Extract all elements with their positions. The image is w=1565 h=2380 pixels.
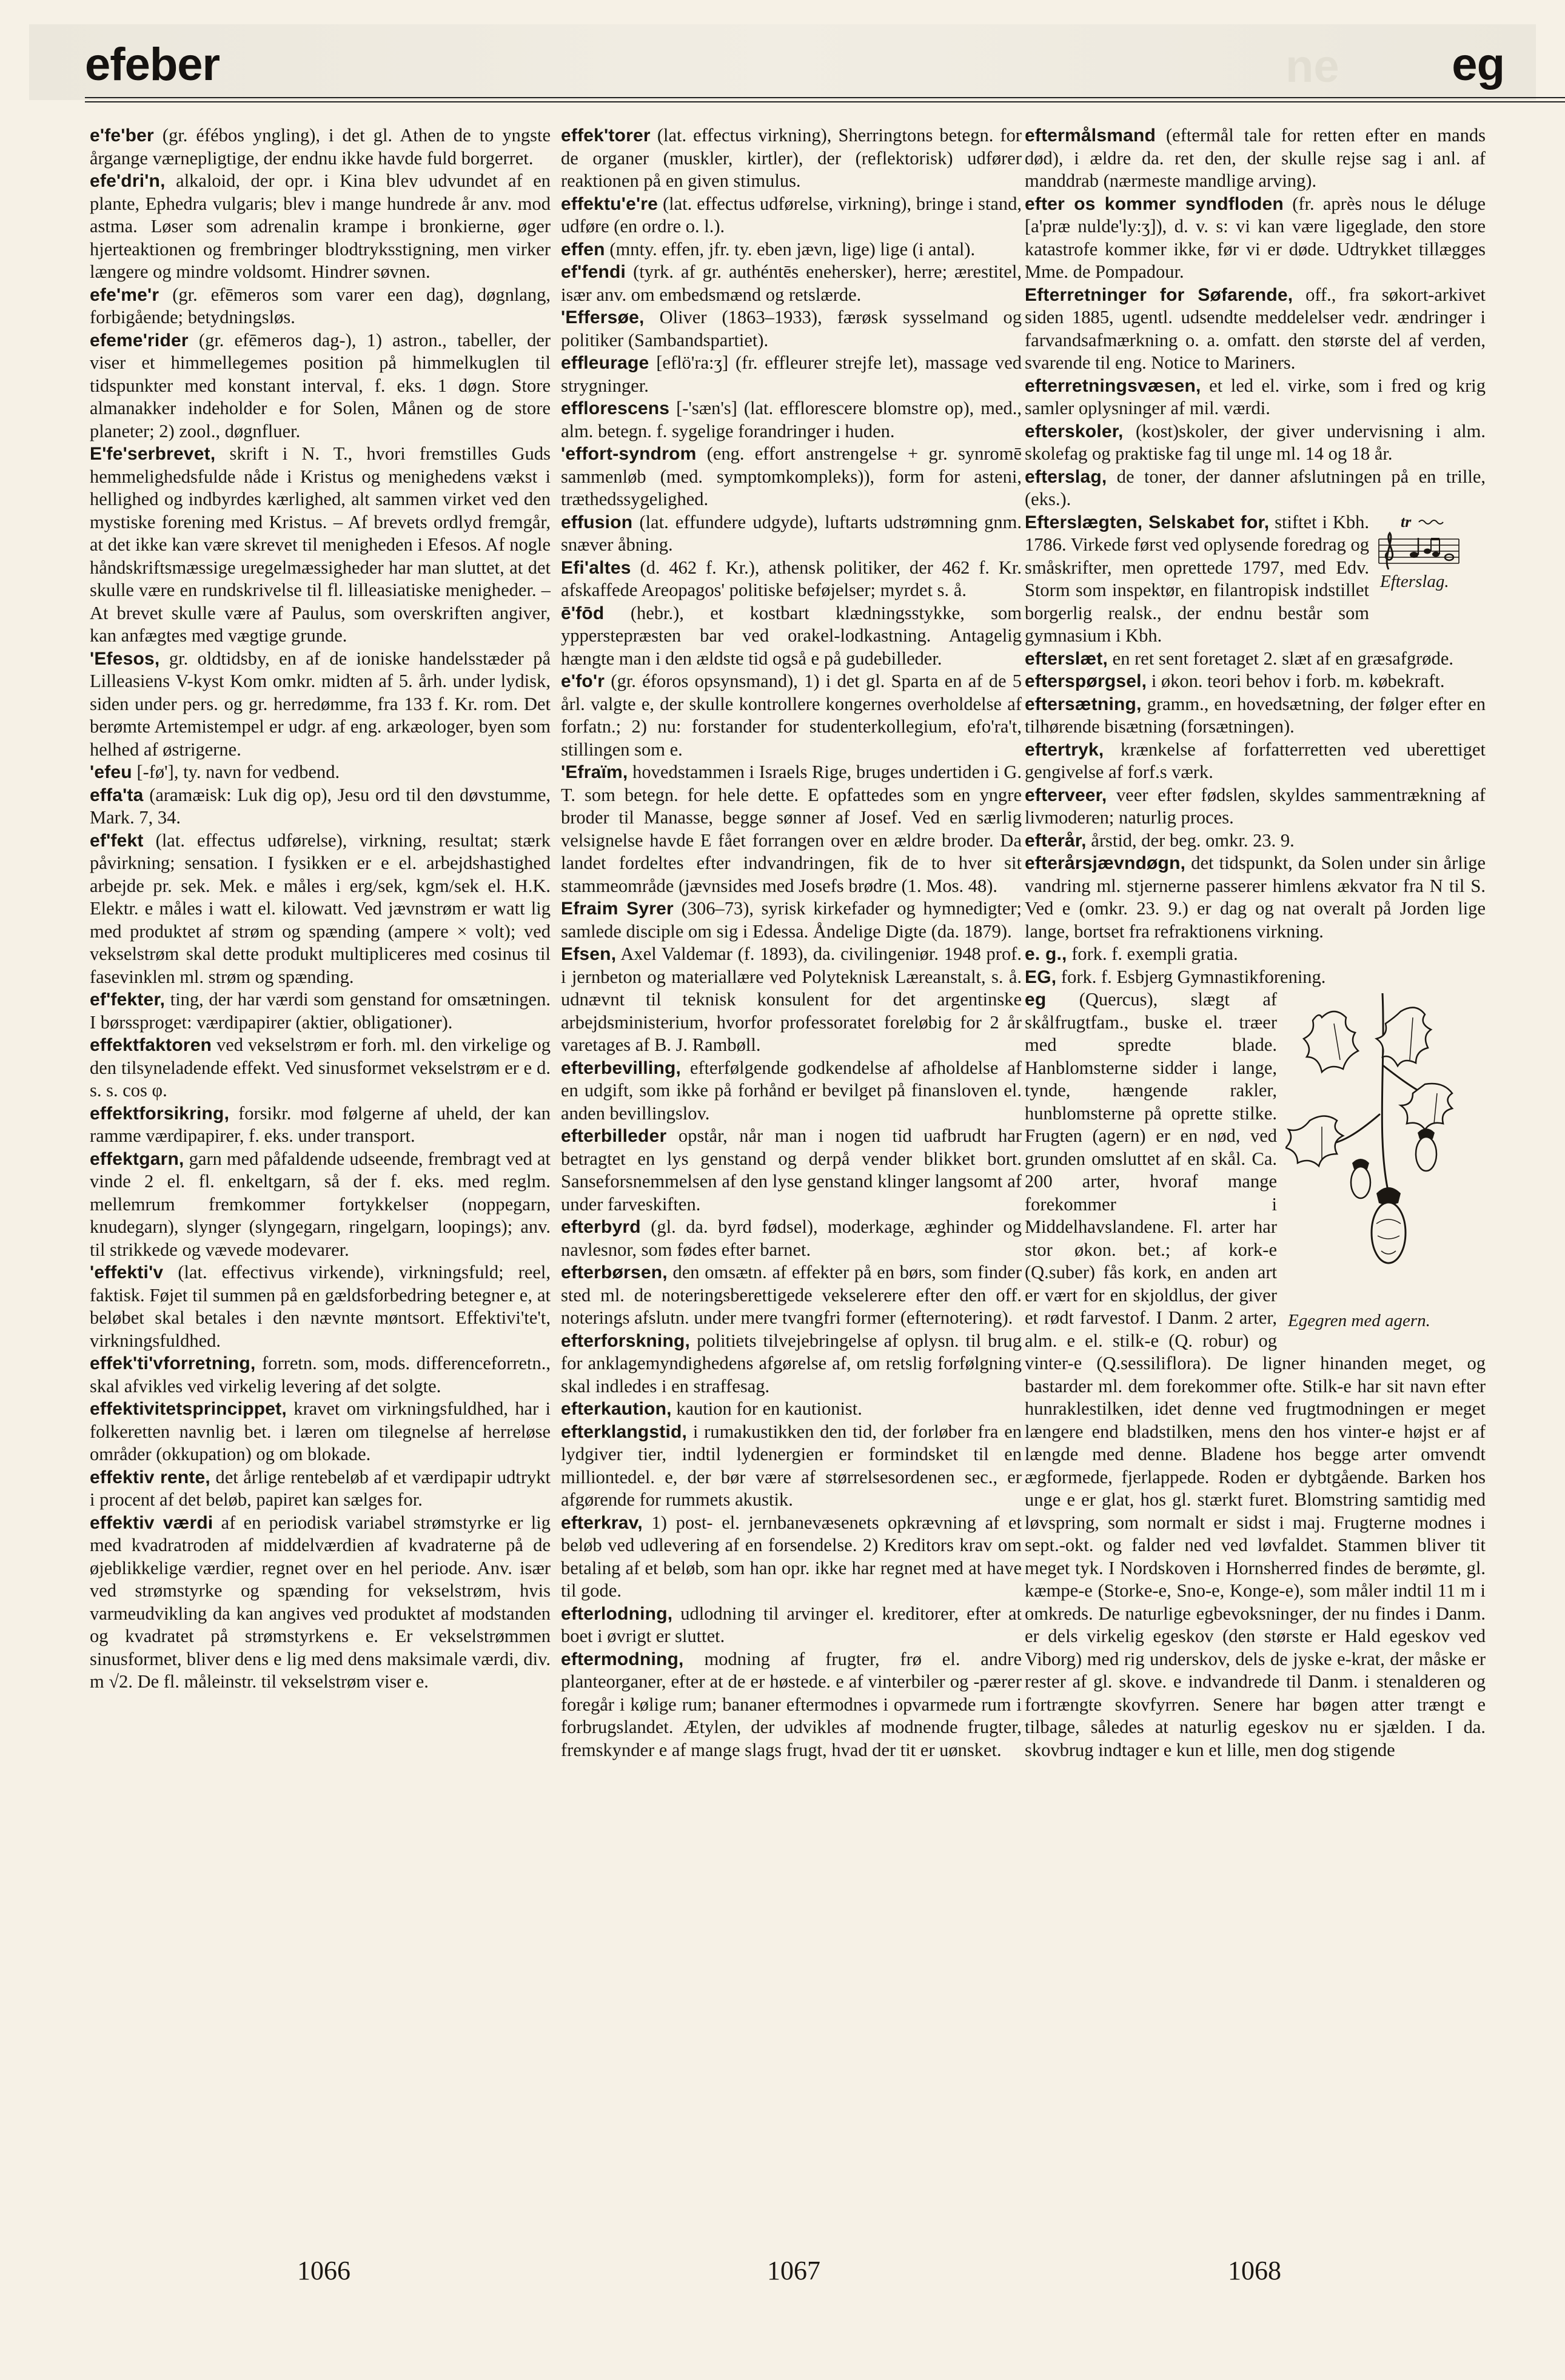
entry-definition: kravet om virkningsfuldhed, har i folkeretten navnlig bet. i læren om tilegnelse af herreløse områder (okkupation) og om blokade. <box>90 1398 551 1464</box>
entry-headword: Efi'altes <box>561 557 631 578</box>
entry-definition: Axel Valdemar (f. 1893), da. civilingeniør. 1948 prof. i jernbeton og materiallære ved Polyteknisk Læreanstalt, s. å. udnævnt til teknisk konsulent for det argentinske arbejdsministerium, hvorfor professoratet foreløbig for 2 år varetages af B. J. Rambøll. <box>561 944 1022 1055</box>
entry-headword: effektiv rente, <box>90 1467 210 1487</box>
entry-definition: (eng. effort anstrengelse + gr. synromē sammenløb (med. symptomkompleks)), form for asteni, træthedssygelighed. <box>561 443 1022 509</box>
entry-headword: efterveer, <box>1025 785 1107 805</box>
dictionary-entry <box>561 124 1022 193</box>
entry-definition: (gr. efēmeros dag-), 1) astron., tabeller, der viser et himmellegemes position på himmelkuglen til tidspunkter med konstant interval, f. eks. 1 døgn. Store almanakker indeholder e for Solen, Månen og de store planeter; 2) zool., døgnfluer. <box>90 329 551 441</box>
column-3 <box>1025 124 1486 2234</box>
dictionary-entry <box>1025 784 1486 830</box>
entry-headword: efterslæt, <box>1025 648 1108 669</box>
dictionary-entry <box>561 1648 1022 1762</box>
dictionary-entry <box>561 352 1022 397</box>
dictionary-entry <box>561 1125 1022 1216</box>
entry-definition: alkaloid, der opr. i Kina blev udvundet af en plante, Ephedra vulgaris; blev i mange hundrede år anv. mod astma. Løser som adrenalin krampe i bronkierne, øger hjerteaktionen og frembringer blodtryksstigning, men virker længere og mindre voldsomt. Hindrer søvnen. <box>90 170 551 282</box>
entry-definition: (gr. efēmeros som varer een dag), døgnlang, forbigående; betydningsløs. <box>90 284 551 327</box>
page-number-middle: 1067 <box>767 2256 820 2285</box>
dictionary-entry <box>561 1216 1022 1261</box>
entry-definition: (lat. effectus virkning), Sherringtons betegn. for de organer (muskler, kirtler), der (reflektorisk) udfører reaktionen på en given stimulus. <box>561 125 1022 191</box>
entry-definition: (Quercus), slægt af skålfrugtfam., buske el. træer med spredte blade. Hanblomsterne sidder i lange, tynde, hængende rakler, hunblomsterne på oprette stilke. Frugten (agern) er en nød, ved grunden omsluttet af en skål. Ca. 200 arter, hvoraf mange forekommer i Middelhavslandene. Fl. arter har stor økon. bet.; af kork-e (Q.suber) fås kork, en anden art er vært for en skjoldlus, der giver et rødt farvestof. I Danm. 2 arter, alm. e el. stilk-e (Q. robur) og vinter-e (Q.sessiliflora). De ligner hinanden meget, og bastarder ml. dem forekommer ofte. Stilk-e har sit navn efter hunraklestilken, idet denne ved frugtmodningen er meget længere end bladstilken, mens den hos vinter-e højst er af længde med denne. Bladene hos begge arter omvendt ægformede, fjerlappede. Roden er dybtgående. Barken hos unge e er glat, hos gl. stærkt furet. Blomstring samtidig med løvspring, som normalt er sidst i maj. Frugterne modnes i sept.-okt. og falder ned ved løvfaldet. Stammen bliver tit meget tyk. I Nordskoven i Hornsherred findes de berømte, gl. kæmpe-e (Storke-e, Sno-e, Konge-e), som måler indtil 11 m i omkreds. De naturlige egbevoksninger, der nu findes i Danm. er dels virkelig egeskov (den største er Hald egeskov ved Viborg) med rig underskov, dels de jyske e-krat, der måske er rester af gl. skove. e indvandrede til Danm. i stenalderen og fortrængte skovfyrren. Senere har bøgen atter trængt e tilbage, således at naturlig egeskov nu er sjælden. I da. skovbrug indtager e kun et lille, men dog stigende <box>1025 989 1486 1760</box>
entry-headword: effektiv værdi <box>90 1512 213 1533</box>
header-rule-top <box>85 97 1565 98</box>
page-number-right: 1068 <box>1228 2256 1281 2285</box>
entry-definition: opstår, når man i nogen tid uafbrudt har betragtet en lys genstand og derpå vender blikket bort. Sanseforsnemmelsen af den lyse genstand klinger langsomt af under farveskiften. <box>561 1125 1022 1215</box>
entry-definition: forsikr. mod følgerne af uheld, der kan ramme værdipapirer, f. eks. under transport. <box>90 1102 551 1146</box>
dictionary-entry <box>561 443 1022 511</box>
column-1 <box>90 124 551 2234</box>
entry-headword: 'Effersøe, <box>561 307 645 327</box>
entry-definition: (gr. éforos opsynsmand), 1) i det gl. Sparta en af de 5 årl. valgte e, der skulle kontrollere kongernes overholdelse af forfatn.; 2) nu: forstander for studenterkollegium, efo'ra't, stillingen som e. <box>561 671 1022 760</box>
dictionary-entry <box>561 557 1022 602</box>
dictionary-entry <box>90 1034 551 1102</box>
entry-definition: (d. 462 f. Kr.), athensk politiker, der 462 f. Kr. afskaffede Areopagos' politiske beføjelser; myrdet s. å. <box>561 557 1022 600</box>
dictionary-entry <box>1025 193 1486 284</box>
entry-definition: af en periodisk variabel strømstyrke er lig med kvadratroden af middelværdien af kvadraterne på de øjeblikkelige værdier, regnet over en hel periode. Anv. især ved strømstyrke og spænding for vekselstrøm, hvis varmeudvikling da kan angives ved produktet af modstanden og kvadratet på strømstyrkens e. Er vekselstrømmen sinusformet, bliver dens e lig med dens maksimale værdi, div. m √2. De fl. måleinstr. til vekselstrøm viser e. <box>90 1512 551 1692</box>
entry-definition: efterfølgende godkendelse af afholdelse af en udgift, som ikke på forhånd er bevilget på finansloven el. anden bevillingslov. <box>561 1057 1022 1124</box>
entry-headword: effleurage <box>561 353 649 373</box>
entry-definition: en ret sent foretaget 2. slæt af en græsafgrøde. <box>1112 648 1454 669</box>
dictionary-entry <box>561 511 1022 557</box>
entry-headword: efterspørgsel, <box>1025 671 1147 691</box>
dictionary-entry <box>90 284 551 329</box>
dictionary-entry <box>1025 739 1486 784</box>
entry-headword: efterforskning, <box>561 1330 691 1351</box>
entry-definition: forretn. som, mods. differenceforretn., skal afvikles ved virkelig levering af det solgte. <box>90 1353 551 1396</box>
dictionary-entry <box>561 1512 1022 1603</box>
dictionary-entry <box>1025 420 1486 466</box>
dictionary-entry <box>561 306 1022 352</box>
entry-definition: skrift i N. T., hvori fremstilles Guds hemmelighedsfulde nåde i Kristus og menighedens vækst i hellighed og indbyrdes kærlighed, alt sammen virket ved den mystiske forening med Kristus. – Af brevets ordlyd fremgår, at det ikke kan være skrevet til menigheden i Efesos. Af nogle håndskriftsmæssige uregelmæssigheder har man sluttet, at det skulle være en rundskrivelse til fl. lilleasiatiske menigheder. – At brevet skulle være af Paulus, som overskriften angiver, kan anfægtes med vægtige grunde. <box>90 443 551 646</box>
entry-headword: E'fe'serbrevet, <box>90 444 216 464</box>
entry-headword: effen <box>561 239 605 260</box>
entry-definition: i rumakustikken den tid, der forløber fra en lydgiver tier, indtil lydenergien er formindsket til en milliontedel. e, der bør være af størrelsesordenen sec., er afgørende for rummets akustik. <box>561 1421 1022 1510</box>
entry-definition: garn med påfaldende udseende, frembragt ved at vinde 2 el. fl. enkeltgarn, så der f. eks. med reglm. mellemrum fremkommer fortykkelser (noppegarn, knudegarn), slynger (slyngegarn, ringelgarn, loopings); anv. til strikkede og vævede modevarer. <box>90 1148 551 1260</box>
entry-headword: 'efeu <box>90 762 132 782</box>
entry-headword: efeme'rider <box>90 330 189 350</box>
entry-definition: [-'sæn's] (lat. efflorescere blomstre op), med., alm. betegn. f. sygelige forandringer i huden. <box>561 398 1022 441</box>
dictionary-entry <box>561 1330 1022 1398</box>
entry-definition: fork. f. exempli gratia. <box>1071 944 1238 964</box>
entry-definition: hovedstammen i Israels Rige, bruges undertiden i G. T. som betegn. for hele dette. E opfattedes som en yngre broder til Manasse, begge sønner af Josef. Ved en særlig velsignelse havde E fået forrangen over en ældre broder. Da landet fordeltes efter indvandringen, fik de to hver sit stammeområde (jævnsides med Josefs brødre (1. Mos. 48). <box>561 762 1022 896</box>
entry-headword: ef'fekter, <box>90 990 166 1010</box>
entry-headword: efflorescens <box>561 398 670 418</box>
entry-headword: 'effekti'v <box>90 1262 164 1282</box>
entry-definition: i økon. teori behov i forb. m. købekraft. <box>1151 671 1445 691</box>
running-head-left: efeber <box>85 39 220 90</box>
dictionary-entry <box>1025 693 1486 739</box>
entry-definition: (hebr.), et kostbart klædningsstykke, som ypperstepræsten bar ved orakel-lodkastning. Antagelig hængte man i den ældste tid også e på gudebilleder. <box>561 602 1022 669</box>
entry-definition: off., fra søkort-arkivet siden 1885, ugentl. udsendte meddelelser vedr. ændringer i farvandsafmærkning o. a. omfatt. den største del af verden, svarende til eng. Notice to Mariners. <box>1025 284 1486 373</box>
dictionary-entry <box>561 1261 1022 1330</box>
entry-definition: (aramæisk: Luk dig op), Jesu ord til den døvstumme, Mark. 7, 34. <box>90 784 551 828</box>
entry-headword: eftermålsmand <box>1025 126 1156 146</box>
entry-definition: kaution for en kautionist. <box>676 1398 862 1419</box>
entry-definition: (306–73), syrisk kirkefader og hymnedigter; samlede disciple om sig i Edessa. Åndelige Digte (da. 1879). <box>561 898 1022 942</box>
entry-headword: eftermodning, <box>561 1649 684 1669</box>
dictionary-entry <box>561 897 1022 943</box>
entry-definition: (tyrk. af gr. authéntēs enehersker), herre; ærestitel, især anv. om embedsmænd og retslærde. <box>561 261 1022 305</box>
dictionary-entry <box>1025 466 1486 511</box>
entry-headword: efterårsjævndøgn, <box>1025 853 1186 873</box>
entry-headword: efe'me'r <box>90 284 159 305</box>
entry-headword: efterlodning, <box>561 1603 673 1624</box>
bleed-through-text: ne <box>1285 41 1339 92</box>
dictionary-entry <box>1025 648 1486 671</box>
dictionary-entry <box>561 602 1022 671</box>
entry-headword: ē'fōd <box>561 603 605 623</box>
dictionary-entry <box>1025 830 1486 853</box>
entry-definition: årstid, der beg. omkr. 23. 9. <box>1091 830 1295 851</box>
entry-definition: stiftet i Kbh. 1786. Virkede først ved oplysende foredrag og småskrifter, men oprettede 1797, med Edv. Storm som inspektør, en filantropisk indstillet borgerlig realsk., der endnu består som gymnasium i Kbh. <box>1025 511 1369 646</box>
entry-definition: (lat. effectus udførelse), virkning, resultat; stærk påvirkning; sensation. I fysikken er e el. arbejdshastighed arbejde pr. sek. Mek. e måles i erg/sek, kgm/sek el. H.K. Elektr. e måles i watt el. kilowatt. Ved jævnstrøm er watt lig med produktet af strøm og spænding (ampere × volt); ved vekselstrøm skal dette produkt multipliceres med cosinus til fasevinklen ml. strøm og spænding. <box>90 830 551 987</box>
dictionary-entry <box>90 1466 551 1512</box>
entry-headword: efe'dri'n, <box>90 171 166 191</box>
entry-definition: gramm., en hovedsætning, der følger efter en tilhørende bisætning (forsætningen). <box>1025 693 1486 737</box>
entry-definition: gr. oldtidsby, en af de ioniske handelsstæder på Lilleasiens V-kyst Kom omkr. midten af 5. årh. under lydisk, siden under pers. og gr. herredømme, fra 133 f. Kr. rom. Det berømte Artemistempel er udgr. af eng. arkæologer, byen som helhed af østrigerne. <box>90 648 551 760</box>
entry-definition: de toner, der danner afslutningen på en trille, (eks.). <box>1025 466 1486 509</box>
entry-headword: e'fe'ber <box>90 126 154 146</box>
dictionary-entry <box>561 761 1022 897</box>
entry-definition: et led el. virke, som i fred og krig samler oplysninger af mil. værdi. <box>1025 375 1486 418</box>
dictionary-entry <box>90 443 551 648</box>
dictionary-entry <box>1025 966 1486 989</box>
entry-headword: efterkrav, <box>561 1512 643 1533</box>
dictionary-entry <box>90 170 551 284</box>
dictionary-entry <box>90 329 551 443</box>
entry-definition: (fr. après nous le déluge [a'præ nulde'ly:ʒ]), d. v. s: vi kan være ligeglade, den store katastrofe kommer ikke, før vi er døde. Udtrykket tillægges Mme. de Pompadour. <box>1025 193 1486 282</box>
dictionary-entry <box>90 784 551 830</box>
music-figure <box>1376 515 1486 606</box>
dictionary-entry <box>90 1148 551 1262</box>
entry-definition: (lat. effundere udgyde), luftarts udstrømning gnm. snæver åbning. <box>561 511 1022 555</box>
entry-headword: efterbevilling, <box>561 1058 682 1078</box>
entry-definition: (eftermål tale for retten efter en mands død), i ældre da. ret den, der skulle rejse sag i anl. af manddrab (nærmeste mandlige arving). <box>1025 125 1486 191</box>
entry-definition: veer efter fødslen, skyldes sammentrækning af livmoderen; naturlig proces. <box>1025 784 1486 828</box>
dictionary-entry <box>90 1261 551 1352</box>
svg-text:tr: tr <box>1401 514 1412 531</box>
entry-definition: det årlige rentebeløb af et værdipapir udtrykt i procent af det beløb, papiret kan sælges for. <box>90 1466 551 1510</box>
entry-definition: krænkelse af forfatterretten ved uberettiget gengivelse af forf.s værk. <box>1025 739 1486 782</box>
entry-definition: modning af frugter, frø el. andre planteorganer, efter at de er høstede. e af vinterbiler og -pærer foregår i kølige rum; bananer eftermodnes i opvarmede rum i forbrugslandet. Ætylen, der udvikles af modnende frugter, fremskynder e af mange slags frugt, hvad der tit er uønsket. <box>561 1648 1022 1760</box>
entry-headword: ef'fendi <box>561 262 626 282</box>
entry-headword: Efraim Syrer <box>561 899 674 919</box>
entry-headword: efterår, <box>1025 830 1087 851</box>
entry-definition: politiets tilvejebringelse af oplysn. til brug for anklagemyndighedens afgørelse af, om retslig forfølgning skal indledes i en straffesag. <box>561 1330 1022 1396</box>
oak-branch-icon <box>1285 993 1486 1309</box>
dictionary-entry <box>561 238 1022 261</box>
entry-headword: e'fo'r <box>561 671 605 691</box>
entry-definition: (kost)skoler, der giver undervisning i alm. skolefag og praktiske fag til unge ml. 14 og 18 år. <box>1025 420 1486 464</box>
dictionary-entry <box>1025 375 1486 420</box>
entry-headword: efterbørsen, <box>561 1262 668 1282</box>
entry-definition: det tidspunkt, da Solen under sin årlige vandring ml. stjernerne passerer himlens ækvator fra N til S. Ved e (omkr. 23. 9.) er dag og nat overalt på Jorden lige lange, bortset fra refraktionens virkning. <box>1025 853 1486 942</box>
entry-headword: efterbyrd <box>561 1217 641 1237</box>
dictionary-entry <box>561 1603 1022 1648</box>
entry-headword: efterklangstid, <box>561 1421 688 1442</box>
dictionary-entry <box>90 1512 551 1694</box>
entry-definition: ting, der har værdi som genstand for omsætningen. I børssproget: værdipapirer (aktier, obligationer). <box>90 989 551 1033</box>
dictionary-entry <box>561 943 1022 1057</box>
dictionary-entry <box>1025 943 1486 966</box>
entry-headword: effektgarn, <box>90 1148 184 1169</box>
dictionary-entry <box>1025 852 1486 943</box>
entry-headword: effek'ti'vforretning, <box>90 1353 256 1373</box>
entry-headword: Efterretninger for Søfarende, <box>1025 284 1293 305</box>
dictionary-entry <box>1025 284 1486 375</box>
oak-caption: Egegren med agern. <box>1288 1311 1430 1330</box>
entry-headword: effektu'e're <box>561 193 659 214</box>
entry-headword: effusion <box>561 512 633 532</box>
entry-headword: effa'ta <box>90 785 144 805</box>
entry-definition: (lat. effectivus virkende), virkningsfuld; reel, faktisk. Føjet til summen på en gældsforbedring betegner e, at beløbet skal betales i den nævnte møntsort. Effektivi'te't, virkningsfuldhed. <box>90 1262 551 1351</box>
entry-headword: efterslag, <box>1025 466 1107 487</box>
dictionary-entry <box>90 1102 551 1148</box>
oak-figure <box>1285 993 1486 1345</box>
page-number-left: 1066 <box>297 2256 350 2285</box>
entry-headword: efter os kommer syndfloden <box>1025 193 1284 214</box>
entry-headword: effek'torer <box>561 126 651 146</box>
dictionary-entry <box>1025 670 1486 693</box>
dictionary-entry <box>561 1398 1022 1421</box>
entry-headword: effektivitetsprincippet, <box>90 1399 287 1419</box>
entry-definition: udlodning til arvinger el. kreditorer, efter at boet i øvrigt er sluttet. <box>561 1603 1022 1646</box>
entry-headword: efterskoler, <box>1025 421 1124 441</box>
dictionary-entry <box>561 1421 1022 1512</box>
dictionary-entry <box>90 830 551 989</box>
entry-headword: Efsen, <box>561 944 617 964</box>
dictionary-entry <box>90 648 551 762</box>
music-caption: Efterslag. <box>1380 571 1449 591</box>
entry-headword: eftertryk, <box>1025 739 1104 760</box>
column-3-part-a <box>1025 124 1486 511</box>
entry-headword: Efterslægten, Selskabet for, <box>1025 512 1270 532</box>
dictionary-entry <box>90 124 551 170</box>
entry-headword: 'Efraïm, <box>561 762 628 782</box>
dictionary-entry <box>90 988 551 1034</box>
dictionary-entry <box>90 1352 551 1398</box>
entry-definition: fork. f. Esbjerg Gymnastikforening. <box>1061 966 1326 987</box>
entry-headword: 'Efesos, <box>90 648 160 669</box>
entry-headword: eg <box>1025 990 1047 1010</box>
entry-headword: efterretningsvæsen, <box>1025 375 1201 396</box>
entry-headword: efterkaution, <box>561 1399 672 1419</box>
entry-headword: effektforsikring, <box>90 1103 230 1124</box>
entry-definition: (mnty. effen, jfr. ty. eben jævn, lige) lige (i antal). <box>609 238 976 260</box>
entry-headword: e. g., <box>1025 944 1067 964</box>
entry-headword: efterbilleder <box>561 1126 667 1146</box>
running-head-right: eg <box>1452 39 1504 90</box>
dictionary-entry <box>561 261 1022 306</box>
entry-definition: den omsætn. af effekter på en børs, som finder sted ml. de noteringsberettigede vekselerere efter den off. noterings afslutn. under mere tvangfri former (efternotering). <box>561 1262 1022 1328</box>
entry-definition: [eflö'ra:ʒ] (fr. effleurer strejfe let), massage ved strygninger. <box>561 352 1022 396</box>
entry-definition: (lat. effectus udførelse, virkning), bringe i stand, udføre (en ordre o. l.). <box>561 193 1022 236</box>
dictionary-entry <box>90 761 551 784</box>
header-rule-bottom <box>85 101 1565 102</box>
entry-headword: effektfaktoren <box>90 1035 212 1055</box>
entry-headword: EG, <box>1025 967 1057 987</box>
entry-definition: (gr. éfébos yngling), i det gl. Athen de to yngste årgange værnepligtige, der endnu ikke havde fuld borgerret. <box>90 125 551 169</box>
dictionary-entry <box>90 1398 551 1466</box>
entry-headword: eftersætning, <box>1025 694 1142 714</box>
entry-definition: (gl. da. byrd fødsel), moderkage, æghinder og navlesnor, som fødes efter barnet. <box>561 1216 1022 1260</box>
entry-headword: ef'fekt <box>90 830 144 851</box>
entry-definition: Oliver (1863–1933), færøsk sysselmand og politiker (Sambandspartiet). <box>561 307 1022 350</box>
column-2 <box>561 124 1022 2234</box>
music-notation-icon <box>1376 515 1461 571</box>
dictionary-entry <box>1025 124 1486 193</box>
entry-headword: 'effort-syndrom <box>561 444 697 464</box>
entry-definition: ved vekselstrøm er forh. ml. den virkelige og den tilsyneladende effekt. Ved sinusformet vekselstrøm er e d. s. s. cos φ. <box>90 1034 551 1101</box>
dictionary-entry <box>561 670 1022 761</box>
entry-definition: 1) post- el. jernbanevæsenets opkrævning af et beløb ved udlevering af en forsendelse. 2) Kreditors krav om betaling af et beløb, som han opr. ikke har regnet med at have til gode. <box>561 1512 1022 1601</box>
dictionary-entry <box>561 1057 1022 1125</box>
dictionary-entry <box>561 397 1022 443</box>
entry-definition: [-fø'], ty. navn for vedbend. <box>136 762 340 782</box>
dictionary-entry <box>561 193 1022 238</box>
